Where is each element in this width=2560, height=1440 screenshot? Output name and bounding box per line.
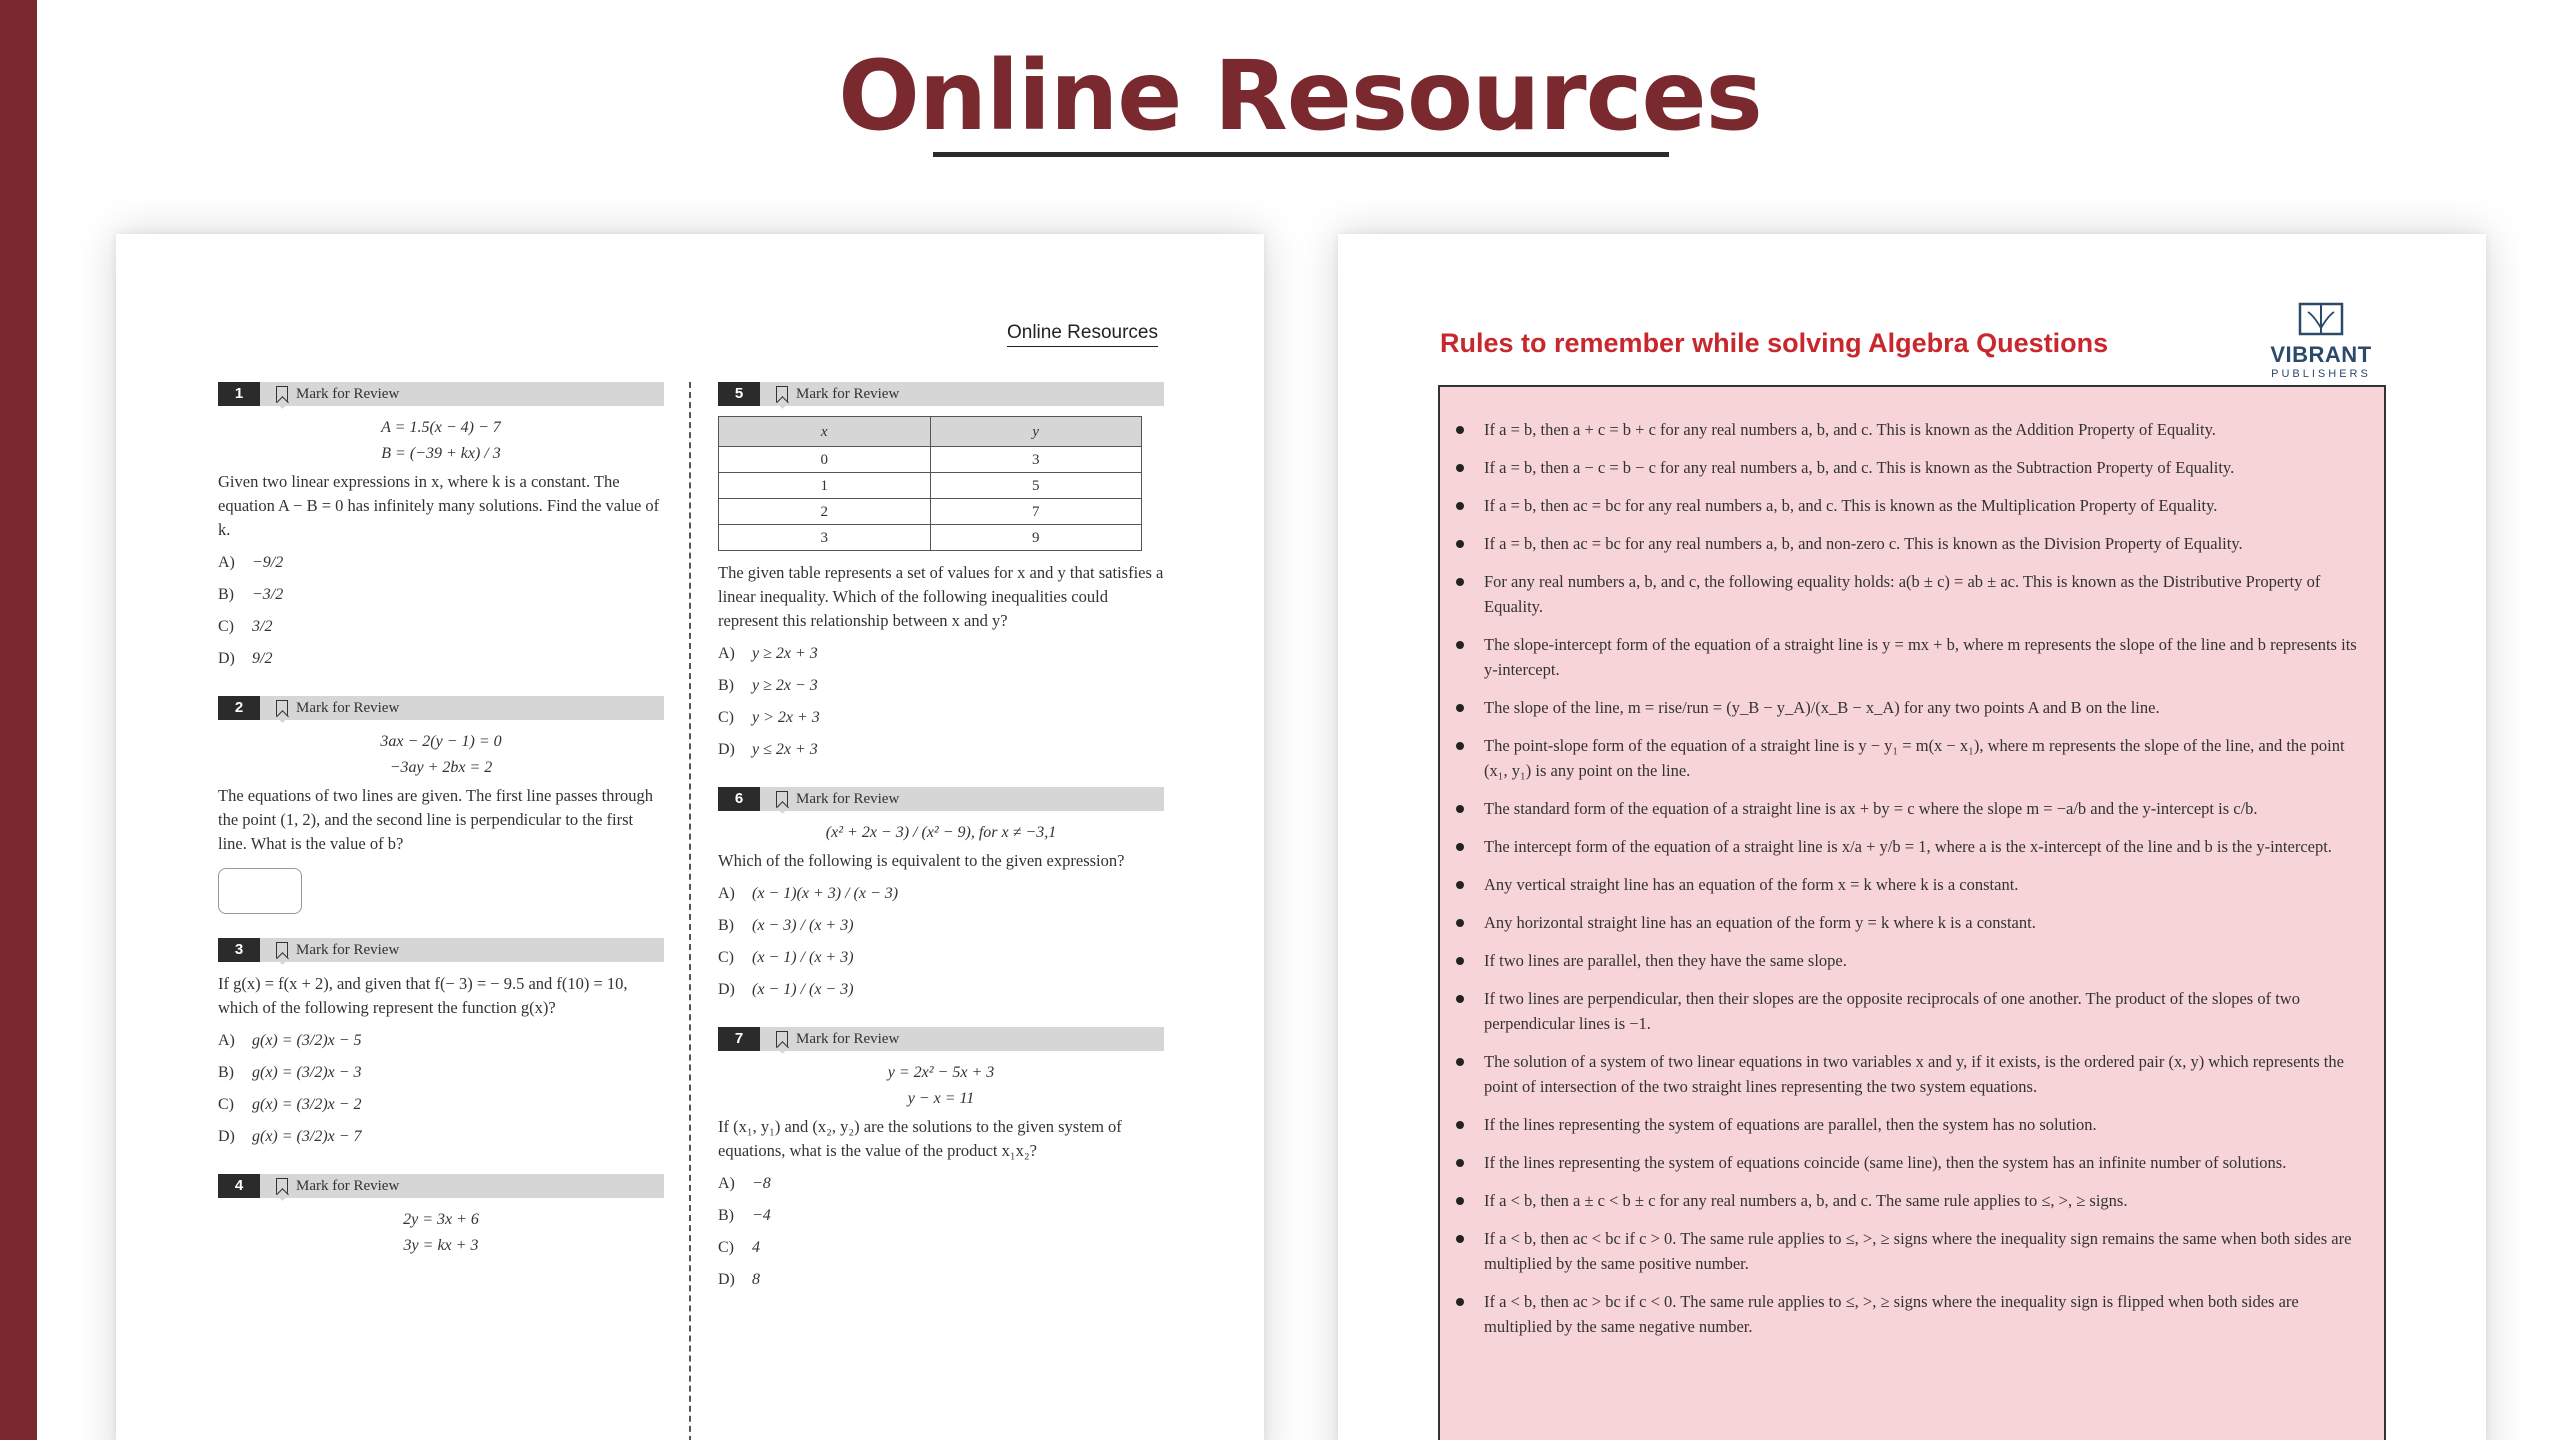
question-number: 6 <box>718 787 760 811</box>
open-book-icon <box>2294 300 2348 338</box>
answer-choice[interactable] <box>718 1267 1164 1293</box>
question-text: The given table represents a set of values for x and y that satisfies a linear inequality. Which of the following inequalities could represent this relationship between x and y? <box>718 563 1164 630</box>
choice-letter: D) <box>218 1128 235 1145</box>
question-6 <box>718 787 1164 1003</box>
table-header: x <box>719 417 931 447</box>
answer-choice[interactable] <box>218 1060 664 1086</box>
table-cell: 3 <box>719 525 931 551</box>
rules-page <box>1338 234 2486 1440</box>
bookmark-icon[interactable] <box>276 942 288 958</box>
question-4 <box>218 1174 664 1258</box>
choice-letter: B) <box>218 1064 234 1081</box>
bookmark-icon[interactable] <box>276 386 288 402</box>
answer-choice[interactable] <box>718 1203 1164 1229</box>
column-divider <box>689 382 691 1440</box>
answer-choice[interactable] <box>718 673 1164 699</box>
worksheet-column-right <box>718 382 1164 1317</box>
worksheet-page <box>116 234 1264 1440</box>
choice-text: g(x) = (3/2)x − 3 <box>252 1064 362 1081</box>
rule-item: If two lines are perpendicular, then their slopes are the opposite reciprocals of one another. The product of the slopes of two perpendicular lines is −1. <box>1484 986 2366 1036</box>
rule-item: The standard form of the equation of a straight line is ax + by = c where the slope m = −a/b and the y-intercept is c/b. <box>1484 796 2366 821</box>
answer-input-box[interactable] <box>218 868 302 914</box>
publisher-logo <box>2266 300 2376 380</box>
choice-letter: C) <box>218 618 234 635</box>
question-header <box>718 787 1164 811</box>
choice-letter: C) <box>718 949 734 966</box>
question-number: 1 <box>218 382 260 406</box>
equation: 3ax − 2(y − 1) = 0 <box>380 733 502 750</box>
worksheet-column-left <box>218 382 664 1282</box>
choice-letter: B) <box>718 1207 734 1224</box>
table-cell: 5 <box>930 473 1142 499</box>
choice-letter: B) <box>718 917 734 934</box>
rule-item: If two lines are parallel, then they have the same slope. <box>1484 948 2366 973</box>
table-cell: 1 <box>719 473 931 499</box>
choice-text: g(x) = (3/2)x − 7 <box>252 1128 362 1145</box>
equation: y = 2x² − 5x + 3 <box>887 1064 995 1081</box>
rule-item: The point-slope form of the equation of a straight line is y − y₁ = m(x − x₁), where m represents the slope of the line, and the point (x₁, y₁) is any point on the line. <box>1484 733 2366 783</box>
left-accent-bar <box>0 0 37 1440</box>
title-underline <box>933 152 1669 157</box>
choice-text: 3/2 <box>252 618 273 635</box>
table-cell: 7 <box>930 499 1142 525</box>
rule-item: The solution of a system of two linear equations in two variables x and y, if it exists, is the ordered pair (x, y) which represents the point of intersection of the two straight lines representing the two system equations. <box>1484 1049 2366 1099</box>
answer-choice[interactable] <box>218 646 664 672</box>
xy-values-table <box>718 416 1142 551</box>
choice-letter: D) <box>218 650 235 667</box>
answer-choice[interactable] <box>218 582 664 608</box>
question-header <box>218 696 664 720</box>
question-1 <box>218 382 664 672</box>
question-text: If g(x) = f(x + 2), and given that f(− 3) = − 9.5 and f(10) = 10, which of the following represent the function g(x)? <box>218 974 628 1017</box>
choice-text: (x − 1) / (x − 3) <box>752 981 854 998</box>
equation: y − x = 11 <box>907 1090 975 1107</box>
choice-letter: B) <box>718 677 734 694</box>
choice-text: −8 <box>752 1175 771 1192</box>
question-header <box>718 1027 1164 1051</box>
answer-choice[interactable] <box>218 1092 664 1118</box>
choice-letter: A) <box>718 1175 735 1192</box>
answer-choice[interactable] <box>718 945 1164 971</box>
bookmark-icon[interactable] <box>776 791 788 807</box>
rule-item: If the lines representing the system of equations coincide (same line), then the system has an infinite number of solutions. <box>1484 1150 2366 1175</box>
equation: A = 1.5(x − 4) − 7 <box>381 419 501 436</box>
rule-item: If a < b, then a ± c < b ± c for any real numbers a, b, and c. The same rule applies to ≤, >, ≥ signs. <box>1484 1188 2366 1213</box>
choice-letter: D) <box>718 741 735 758</box>
choice-letter: A) <box>718 645 735 662</box>
answer-choice[interactable] <box>718 977 1164 1003</box>
answer-choice[interactable] <box>718 881 1164 907</box>
choice-text: (x − 1) / (x + 3) <box>752 949 854 966</box>
answer-choice[interactable] <box>218 614 664 640</box>
rule-item: Any horizontal straight line has an equation of the form y = k where k is a constant. <box>1484 910 2366 935</box>
choice-text: −3/2 <box>252 586 284 603</box>
choice-text: 4 <box>752 1239 760 1256</box>
choice-letter: D) <box>718 981 735 998</box>
bookmark-icon[interactable] <box>276 700 288 716</box>
logo-subtext: PUBLISHERS <box>2271 368 2371 380</box>
rules-title: Rules to remember while solving Algebra Questions <box>1440 328 2109 358</box>
table-header: y <box>930 417 1142 447</box>
question-number: 5 <box>718 382 760 406</box>
answer-choice[interactable] <box>718 641 1164 667</box>
answer-choice[interactable] <box>218 550 664 576</box>
answer-choice[interactable] <box>718 737 1164 763</box>
equation: (x² + 2x − 3) / (x² − 9), for x ≠ −3,1 <box>825 824 1057 841</box>
choice-letter: C) <box>718 1239 734 1256</box>
question-header <box>218 382 664 406</box>
rule-item: The slope-intercept form of the equation of a straight line is y = mx + b, where m represents the slope of the line and b represents its y-intercept. <box>1484 632 2366 682</box>
table-row <box>719 473 1142 499</box>
choice-letter: A) <box>218 1032 235 1049</box>
table-row <box>719 447 1142 473</box>
answer-choice[interactable] <box>718 913 1164 939</box>
question-3 <box>218 938 664 1150</box>
choice-text: y ≥ 2x − 3 <box>752 677 818 694</box>
answer-choice[interactable] <box>718 1171 1164 1197</box>
choice-text: y > 2x + 3 <box>752 709 820 726</box>
question-7 <box>718 1027 1164 1293</box>
question-text: If (x₁, y₁) and (x₂, y₂) are the solutions to the given system of equations, what is the value of the product x₁x₂? <box>718 1117 1122 1160</box>
equation: −3ay + 2bx = 2 <box>389 759 493 776</box>
choice-text: (x − 1)(x + 3) / (x − 3) <box>752 885 899 902</box>
table-row <box>719 525 1142 551</box>
choice-text: 8 <box>752 1271 760 1288</box>
answer-choice[interactable] <box>718 1235 1164 1261</box>
question-text: Given two linear expressions in x, where k is a constant. The equation A − B = 0 has infinitely many solutions. Find the value of k. <box>218 472 660 539</box>
choice-text: −9/2 <box>252 554 284 571</box>
rule-item: The intercept form of the equation of a straight line is x/a + y/b = 1, where a is the x-intercept of the line and b is the y-intercept. <box>1484 834 2366 859</box>
rule-item: If the lines representing the system of equations are parallel, then the system has no solution. <box>1484 1112 2366 1137</box>
rule-item: For any real numbers a, b, and c, the following equality holds: a(b ± c) = ab ± ac. This is known as the Distributive Property of Equality. <box>1484 569 2366 619</box>
equation: 2y = 3x + 6 <box>403 1211 479 1228</box>
choice-text: g(x) = (3/2)x − 5 <box>252 1032 362 1049</box>
choice-letter: A) <box>718 885 735 902</box>
answer-choice[interactable] <box>718 705 1164 731</box>
equation: B = (−39 + kx) / 3 <box>381 445 501 462</box>
question-2 <box>218 696 664 914</box>
bookmark-icon[interactable] <box>776 1031 788 1047</box>
rule-item: If a = b, then a − c = b − c for any real numbers a, b, and c. This is known as the Subtraction Property of Equality. <box>1484 455 2366 480</box>
mark-for-review-label[interactable]: Mark for Review <box>296 386 400 402</box>
question-text: The equations of two lines are given. The first line passes through the point (1, 2), and the second line is perpendicular to the first line. What is the value of b? <box>218 786 654 853</box>
choice-letter: C) <box>718 709 734 726</box>
table-cell: 0 <box>719 447 931 473</box>
question-number: 3 <box>218 938 260 962</box>
rule-item: If a = b, then a + c = b + c for any real numbers a, b, and c. This is known as the Addition Property of Equality. <box>1484 417 2366 442</box>
slide-title: Online Resources <box>838 40 1762 152</box>
choice-letter: D) <box>718 1271 735 1288</box>
choice-letter: C) <box>218 1096 234 1113</box>
answer-choice[interactable] <box>218 1124 664 1150</box>
logo-wordmark: VIBRANT <box>2270 342 2372 367</box>
rule-item: If a < b, then ac > bc if c < 0. The same rule applies to ≤, >, ≥ signs where the inequality sign is flipped when both sides are multiplied by the same negative number. <box>1484 1289 2366 1339</box>
mark-for-review-label[interactable]: Mark for Review <box>296 1178 400 1194</box>
question-number: 2 <box>218 696 260 720</box>
choice-text: −4 <box>752 1207 771 1224</box>
mark-for-review-label[interactable]: Mark for Review <box>796 791 900 807</box>
rule-item: Any vertical straight line has an equation of the form x = k where k is a constant. <box>1484 872 2366 897</box>
question-number: 7 <box>718 1027 760 1051</box>
choice-text: y ≤ 2x + 3 <box>752 741 818 758</box>
choice-text: y ≥ 2x + 3 <box>752 645 818 662</box>
bookmark-icon[interactable] <box>276 1178 288 1194</box>
question-text: Which of the following is equivalent to the given expression? <box>718 851 1125 870</box>
mark-for-review-label[interactable]: Mark for Review <box>296 942 400 958</box>
question-5 <box>718 382 1164 763</box>
choice-letter: B) <box>218 586 234 603</box>
choice-text: 9/2 <box>252 650 273 667</box>
equation: 3y = kx + 3 <box>403 1237 479 1254</box>
table-cell: 9 <box>930 525 1142 551</box>
mark-for-review-label[interactable]: Mark for Review <box>796 386 900 402</box>
question-number: 4 <box>218 1174 260 1198</box>
running-head: Online Resources <box>1007 322 1158 347</box>
question-header <box>718 382 1164 406</box>
choice-text: g(x) = (3/2)x − 2 <box>252 1096 362 1113</box>
question-header <box>218 938 664 962</box>
question-header <box>218 1174 664 1198</box>
bookmark-icon[interactable] <box>776 386 788 402</box>
table-cell: 3 <box>930 447 1142 473</box>
rules-list <box>1438 385 2386 1440</box>
rule-item: The slope of the line, m = rise/run = (y_B − y_A)/(x_B − x_A) for any two points A and B on the line. <box>1484 695 2366 720</box>
mark-for-review-label[interactable]: Mark for Review <box>796 1031 900 1047</box>
table-cell: 2 <box>719 499 931 525</box>
choice-letter: A) <box>218 554 235 571</box>
mark-for-review-label[interactable]: Mark for Review <box>296 700 400 716</box>
rule-item: If a < b, then ac < bc if c > 0. The same rule applies to ≤, >, ≥ signs where the inequality sign remains the same when both sides are multiplied by the same positive number. <box>1484 1226 2366 1276</box>
answer-choice[interactable] <box>218 1028 664 1054</box>
rule-item: If a = b, then ac = bc for any real numbers a, b, and c. This is known as the Multiplication Property of Equality. <box>1484 493 2366 518</box>
choice-text: (x − 3) / (x + 3) <box>752 917 854 934</box>
rule-item: If a = b, then ac = bc for any real numbers a, b, and non-zero c. This is known as the Division Property of Equality. <box>1484 531 2366 556</box>
table-row <box>719 499 1142 525</box>
